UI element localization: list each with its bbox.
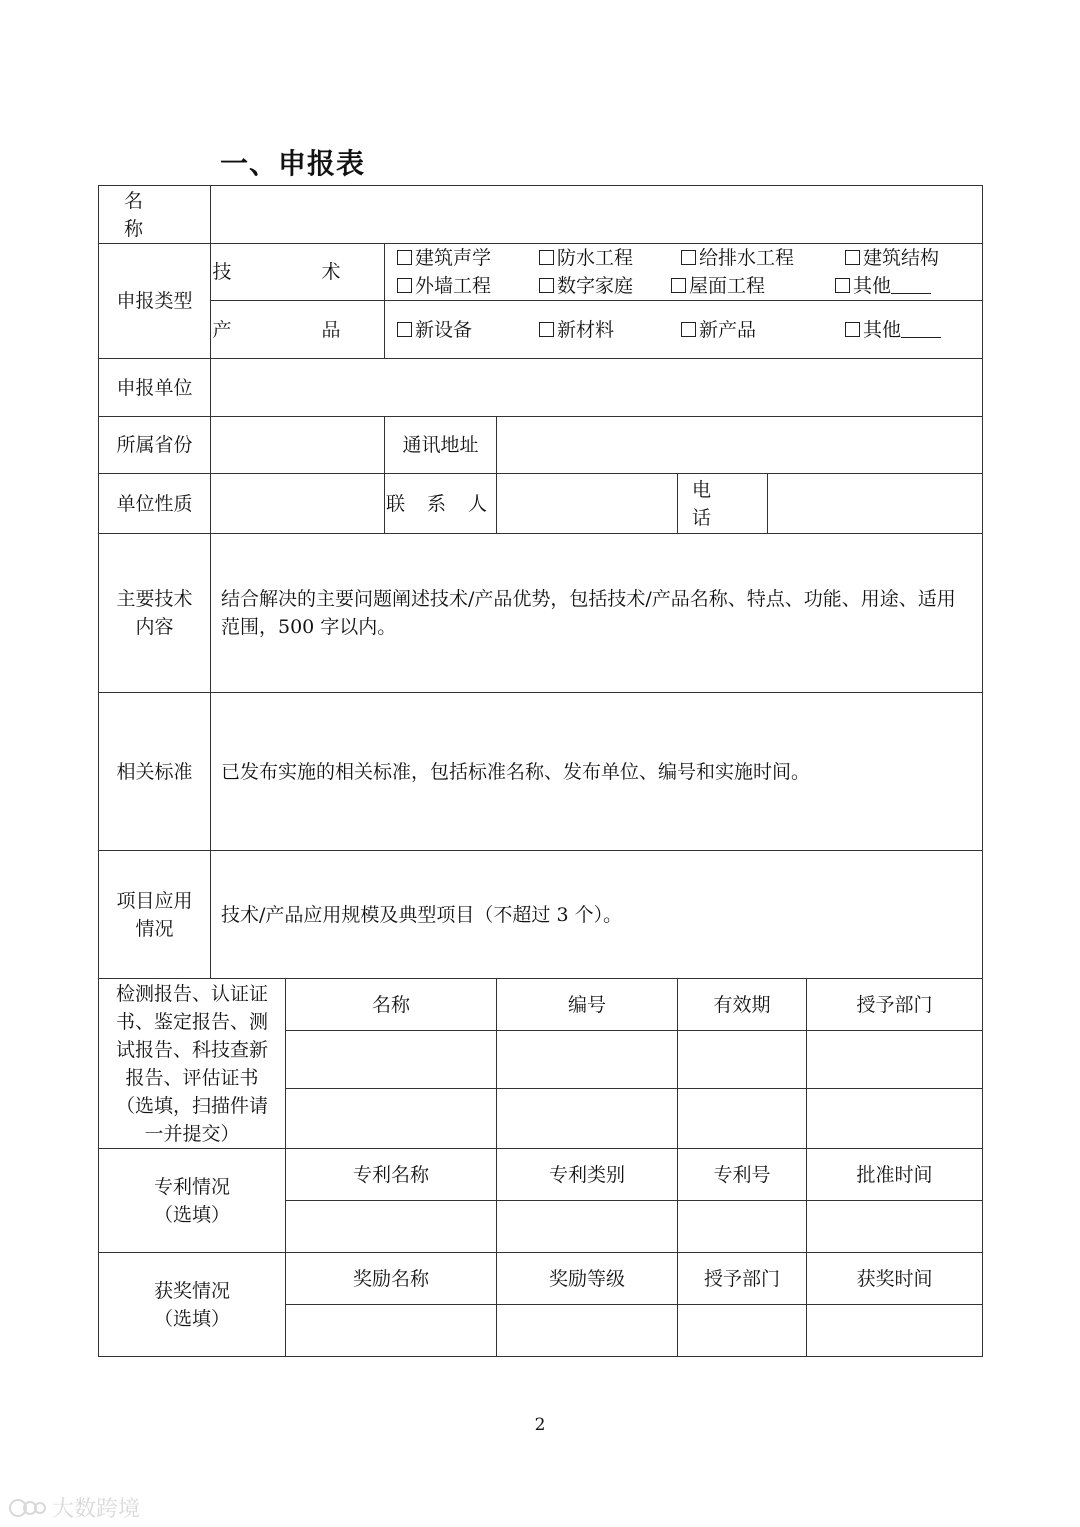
unit-field[interactable] [211,359,983,417]
address-label: 通讯地址 [385,417,497,474]
unit-label: 申报单位 [99,359,211,417]
table-cell[interactable] [286,1201,497,1253]
tech-option[interactable]: 建筑声学 [397,244,539,272]
table-cell[interactable] [497,1031,678,1089]
standards-row [99,693,983,851]
tech-option[interactable]: 屋面工程 [671,272,835,300]
patents-label: 专利情况 （选填） [99,1149,286,1253]
type-label: 申报类型 [99,244,211,359]
phone-label: 电 话 [678,474,768,534]
tech-option[interactable]: 给排水工程 [681,244,845,272]
watermark: 大数跨境 [8,1492,140,1523]
product-label: 产 品 [211,301,385,359]
table-cell[interactable] [286,1305,497,1357]
checkbox-icon[interactable] [539,278,554,293]
checkbox-icon[interactable] [671,278,686,293]
fill-in-blank[interactable] [891,275,931,294]
reports-col-number: 编号 [497,979,678,1031]
type-product-row [99,301,983,359]
fill-in-blank[interactable] [901,319,941,338]
type-tech-row [99,244,983,301]
awards-col-date: 获奖时间 [807,1253,983,1305]
tech-option[interactable]: 数字家庭 [539,272,671,300]
address-field[interactable] [497,417,983,474]
tech-option-other[interactable]: 其他 [835,272,931,300]
tech-options [385,244,983,301]
tech-options-line-1 [397,244,982,272]
table-cell[interactable] [807,1031,983,1089]
tech-option[interactable]: 防水工程 [539,244,681,272]
name-field[interactable] [211,186,983,244]
contact-label: 联 系 人 [385,474,497,534]
application-field[interactable]: 技术/产品应用规模及典型项目（不超过 3 个）。 [211,851,983,979]
product-option[interactable]: 新设备 [397,316,539,344]
patents-col-number: 专利号 [678,1149,807,1201]
province-label: 所属省份 [99,417,211,474]
checkbox-icon[interactable] [539,322,554,337]
table-cell[interactable] [678,1089,807,1149]
phone-field[interactable] [768,474,983,534]
checkbox-icon[interactable] [681,250,696,265]
standards-field[interactable]: 已发布实施的相关标准，包括标准名称、发布单位、编号和实施时间。 [211,693,983,851]
contact-field[interactable] [497,474,678,534]
province-row [99,417,983,474]
page-title: 一、申报表 [220,147,366,180]
patents-col-date: 批准时间 [807,1149,983,1201]
table-cell[interactable] [497,1201,678,1253]
patents-header-row [99,1149,983,1201]
nature-field[interactable] [211,474,385,534]
checkbox-icon[interactable] [835,278,850,293]
table-cell[interactable] [807,1201,983,1253]
table-cell[interactable] [807,1089,983,1149]
table-cell[interactable] [678,1201,807,1253]
page-number: 2 [534,1415,546,1435]
watermark-logo-icon [8,1496,48,1520]
table-cell[interactable] [807,1305,983,1357]
table-cell[interactable] [497,1089,678,1149]
checkbox-icon[interactable] [539,250,554,265]
checkbox-icon[interactable] [681,322,696,337]
table-cell[interactable] [286,1031,497,1089]
patents-col-name: 专利名称 [286,1149,497,1201]
application-form-table [98,185,983,1357]
table-cell[interactable] [286,1089,497,1149]
patents-col-type: 专利类别 [497,1149,678,1201]
checkbox-icon[interactable] [397,322,412,337]
application-label: 项目应用 情况 [99,851,211,979]
reports-col-name: 名称 [286,979,497,1031]
awards-label: 获奖情况 （选填） [99,1253,286,1357]
nature-row [99,474,983,534]
reports-col-validity: 有效期 [678,979,807,1031]
product-option[interactable]: 新产品 [681,316,845,344]
tech-label: 技 术 [211,244,385,301]
standards-label: 相关标准 [99,693,211,851]
unit-row [99,359,983,417]
table-cell[interactable] [678,1031,807,1089]
name-row [99,186,983,244]
tech-option[interactable]: 外墙工程 [397,272,539,300]
reports-label: 检测报告、认证证 书、鉴定报告、测 试报告、科技查新 报告、评估证书 （选填，扫描件请 一并提交） [99,979,286,1149]
awards-header-row [99,1253,983,1305]
checkbox-icon[interactable] [397,250,412,265]
product-option-other[interactable]: 其他 [845,316,941,344]
tech-content-label: 主要技术 内容 [99,534,211,693]
tech-option[interactable]: 建筑结构 [845,244,939,272]
reports-col-issuer: 授予部门 [807,979,983,1031]
awards-col-name: 奖励名称 [286,1253,497,1305]
product-option[interactable]: 新材料 [539,316,681,344]
name-label: 名 称 [99,186,211,244]
checkbox-icon[interactable] [845,322,860,337]
application-row [99,851,983,979]
tech-options-line-2 [397,272,982,300]
reports-header-row [99,979,983,1031]
awards-col-issuer: 授予部门 [678,1253,807,1305]
product-options [385,301,983,359]
table-cell[interactable] [678,1305,807,1357]
awards-col-level: 奖励等级 [497,1253,678,1305]
tech-content-row [99,534,983,693]
province-field[interactable] [211,417,385,474]
checkbox-icon[interactable] [397,278,412,293]
nature-label: 单位性质 [99,474,211,534]
tech-content-field[interactable]: 结合解决的主要问题阐述技术/产品优势，包括技术/产品名称、特点、功能、用途、适用范围，500 字以内。 [211,534,983,693]
table-cell[interactable] [497,1305,678,1357]
checkbox-icon[interactable] [845,250,860,265]
